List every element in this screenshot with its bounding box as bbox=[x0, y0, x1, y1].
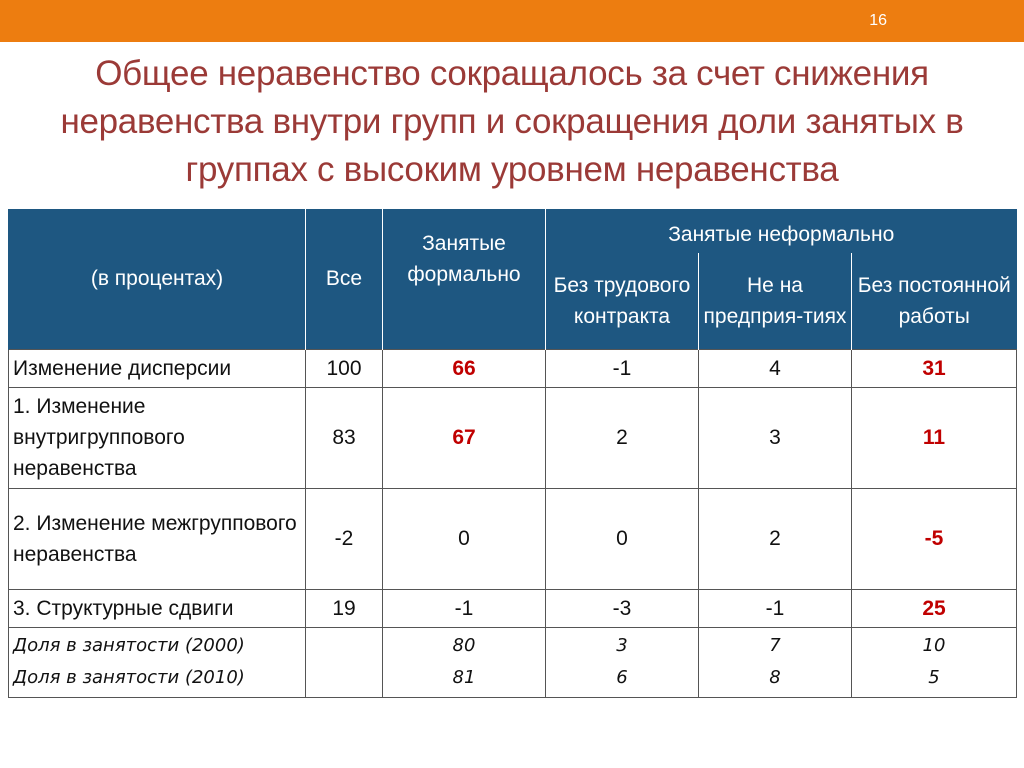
share-formal bbox=[383, 627, 546, 697]
share-no-contract bbox=[546, 627, 699, 697]
inequality-table bbox=[8, 209, 1017, 698]
cell-not-enterprise: 4 bbox=[699, 349, 852, 387]
header-all: Все bbox=[306, 209, 383, 349]
row-label: 3. Структурные сдвиги bbox=[9, 589, 306, 627]
table-row bbox=[9, 387, 1017, 488]
row-label: 1. Изменение внутригруппового неравенства bbox=[9, 387, 306, 488]
cell-no-contract: 0 bbox=[546, 488, 699, 589]
header-no-contract: Без трудового контракта bbox=[546, 253, 699, 349]
cell-no-permanent: 31 bbox=[852, 349, 1017, 387]
header-units: (в процентах) bbox=[9, 209, 306, 349]
share-no-contract-2000: 3 bbox=[616, 635, 628, 656]
cell-all: -2 bbox=[306, 488, 383, 589]
cell-no-permanent: 25 bbox=[852, 589, 1017, 627]
cell-all: 100 bbox=[306, 349, 383, 387]
cell-not-enterprise: -1 bbox=[699, 589, 852, 627]
cell-all: 19 bbox=[306, 589, 383, 627]
cell-no-contract: 2 bbox=[546, 387, 699, 488]
share-label-2010: Доля в занятости (2010) bbox=[13, 667, 245, 688]
slide-number: 16 bbox=[869, 12, 887, 29]
header-formal: Занятые формально bbox=[383, 209, 546, 349]
share-no-contract-2010: 6 bbox=[616, 667, 628, 688]
cell-formal: 66 bbox=[383, 349, 546, 387]
cell-formal: 0 bbox=[383, 488, 546, 589]
cell-all: 83 bbox=[306, 387, 383, 488]
share-formal-2010: 81 bbox=[452, 667, 476, 688]
cell-no-contract: -1 bbox=[546, 349, 699, 387]
share-not-enterprise-2010: 8 bbox=[769, 667, 781, 688]
cell-no-permanent: 11 bbox=[852, 387, 1017, 488]
cell-formal: -1 bbox=[383, 589, 546, 627]
share-labels bbox=[9, 627, 306, 697]
header-not-enterprise: Не на предприя-тиях bbox=[699, 253, 852, 349]
share-no-permanent-2010: 5 bbox=[928, 667, 940, 688]
slide-title: Общее неравенство сокращалось за счет снижения неравенства внутри групп и сокращения доли занятых в группах с высоким уровнем неравенства bbox=[60, 54, 964, 189]
share-all bbox=[306, 627, 383, 697]
row-label: Изменение дисперсии bbox=[9, 349, 306, 387]
header-no-permanent: Без постоянной работы bbox=[852, 253, 1017, 349]
table-row bbox=[9, 589, 1017, 627]
table-row bbox=[9, 488, 1017, 589]
share-no-permanent bbox=[852, 627, 1017, 697]
employment-share-row bbox=[9, 627, 1017, 697]
cell-not-enterprise: 3 bbox=[699, 387, 852, 488]
table-row bbox=[9, 349, 1017, 387]
cell-formal: 67 bbox=[383, 387, 546, 488]
cell-no-contract: -3 bbox=[546, 589, 699, 627]
header-informal-group: Занятые неформально bbox=[546, 209, 1017, 253]
share-label-2000: Доля в занятости (2000) bbox=[13, 635, 245, 656]
cell-no-permanent: -5 bbox=[852, 488, 1017, 589]
top-bar bbox=[0, 0, 1024, 42]
row-label: 2. Изменение межгруппового неравенства bbox=[9, 488, 306, 589]
cell-not-enterprise: 2 bbox=[699, 488, 852, 589]
share-not-enterprise bbox=[699, 627, 852, 697]
share-not-enterprise-2000: 7 bbox=[769, 635, 781, 656]
share-no-permanent-2000: 10 bbox=[922, 635, 946, 656]
share-formal-2000: 80 bbox=[452, 635, 476, 656]
